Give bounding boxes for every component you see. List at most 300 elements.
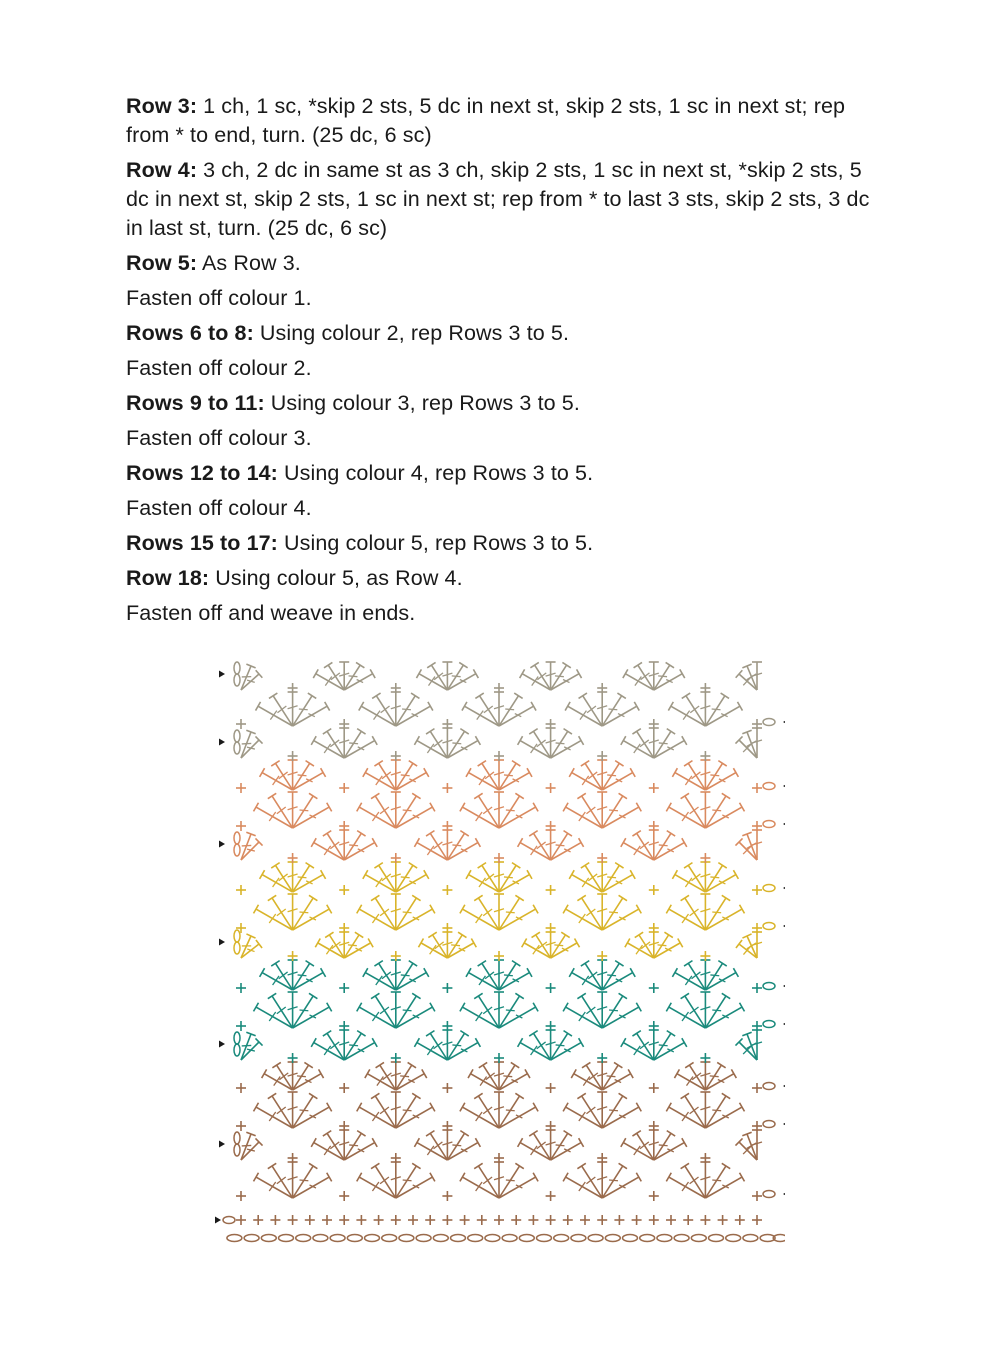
stitch-stroke — [621, 1138, 626, 1147]
stitch-stroke — [499, 807, 536, 828]
stitch-stroke — [416, 669, 421, 678]
stitch-stroke — [400, 1076, 409, 1077]
stitch-stroke — [256, 940, 262, 948]
stitch-stroke — [321, 870, 326, 879]
chain-stitch-symbol — [588, 1235, 603, 1242]
instruction-line — [126, 156, 886, 243]
chain-stitch-symbol — [234, 730, 240, 742]
stitch-stroke — [602, 807, 639, 828]
stitch-stroke — [483, 1107, 492, 1114]
stitch-stroke — [499, 996, 520, 1028]
stitch-stroke — [636, 1173, 641, 1182]
stitch-stroke — [359, 1007, 396, 1028]
stitch-stroke — [256, 807, 293, 828]
row-label: Row 4: — [126, 158, 198, 182]
stitch-stroke — [430, 945, 436, 954]
row-label: Rows 6 to 8: — [126, 321, 254, 345]
stitch-stroke — [396, 796, 417, 828]
stitch-stroke — [254, 1103, 259, 1112]
stitch-stroke — [412, 895, 420, 900]
stitch-stroke — [357, 1031, 365, 1036]
stitch-stroke — [414, 838, 419, 847]
stitch-stroke — [325, 702, 330, 711]
chart-row-15 — [236, 760, 785, 793]
stitch-stroke — [359, 702, 364, 711]
stitch-stroke — [682, 1138, 687, 1147]
stitch-stroke — [581, 961, 589, 966]
stitch-stroke — [344, 741, 375, 758]
chart-row-5 — [236, 1092, 785, 1131]
chain-stitch-symbol — [399, 1235, 414, 1242]
stitch-stroke — [615, 761, 623, 766]
stitch-stroke — [499, 696, 518, 726]
stitch-stroke — [279, 772, 288, 779]
stitch-stroke — [311, 736, 316, 745]
stitch-stroke — [579, 1112, 585, 1121]
stitch-stroke — [692, 972, 701, 979]
chart-row-4 — [219, 1130, 762, 1163]
chain-stitch-symbol — [554, 1235, 569, 1242]
stitch-stroke — [349, 676, 358, 677]
stitch-stroke — [532, 677, 538, 686]
row-start-arrow-icon — [219, 841, 225, 848]
chain-stitch-symbol — [763, 1083, 775, 1090]
stitch-stroke — [561, 932, 569, 937]
stitch-stroke — [478, 761, 486, 766]
stitch-stroke — [427, 662, 435, 667]
stitch-stroke — [403, 1010, 412, 1011]
stitch-stroke — [326, 945, 332, 954]
stitch-stroke — [401, 775, 410, 776]
instruction-text: Using colour 3, rep Rows 3 to 5. — [264, 391, 580, 415]
stitch-stroke — [690, 807, 699, 814]
stitch-stroke — [511, 1062, 519, 1067]
stitch-stroke — [271, 961, 279, 966]
stitch-stroke — [327, 1173, 332, 1182]
stitch-stroke — [533, 803, 538, 812]
stitch-stroke — [382, 972, 391, 979]
stitch-stroke — [460, 905, 465, 914]
row-label: Rows 12 to 14: — [126, 461, 278, 485]
stitch-stroke — [374, 711, 380, 720]
stitch-stroke — [690, 909, 699, 916]
stitch-stroke — [381, 706, 390, 713]
stitch-stroke — [256, 909, 293, 930]
stitch-stroke — [460, 1031, 468, 1036]
stitch-stroke — [327, 905, 332, 914]
stitch-stroke — [518, 1038, 523, 1047]
stitch-stroke — [640, 842, 649, 849]
row-start-arrow-icon — [783, 821, 785, 828]
stitch-stroke — [682, 838, 687, 847]
stitch-stroke — [733, 768, 738, 777]
stitch-stroke — [530, 662, 538, 667]
stitch-stroke — [533, 1103, 538, 1112]
stitch-stroke — [424, 768, 429, 777]
stitch-stroke — [681, 1163, 689, 1168]
stitch-stroke — [705, 1007, 742, 1028]
stitch-stroke — [323, 1031, 331, 1036]
stitch-stroke — [396, 1166, 417, 1198]
stitch-stroke — [298, 877, 307, 878]
stitch-stroke — [306, 961, 314, 966]
stitch-stroke — [658, 945, 667, 946]
stitch-stroke — [430, 905, 435, 914]
chart-row-13 — [219, 830, 762, 863]
stitch-stroke — [471, 939, 476, 948]
stitch-stroke — [374, 863, 382, 868]
stitch-stroke — [666, 1103, 671, 1112]
chain-stitch-symbol — [416, 1235, 431, 1242]
crochet-stitch-chart — [215, 650, 785, 1250]
stitch-stroke — [682, 736, 687, 745]
stitch-stroke — [254, 905, 259, 914]
stitch-stroke — [376, 776, 382, 785]
row-start-arrow-icon — [219, 939, 225, 946]
stitch-stroke — [349, 743, 358, 744]
row-label: Row 5: — [126, 251, 198, 275]
stitch-stroke — [325, 932, 333, 937]
stitch-stroke — [579, 1182, 585, 1191]
stitch-stroke — [669, 1107, 706, 1128]
stitch-stroke — [371, 1163, 379, 1168]
stitch-stroke — [621, 736, 626, 745]
stitch-stroke — [357, 1173, 362, 1182]
stitch-stroke — [571, 1069, 576, 1078]
instruction-line — [126, 319, 886, 348]
stitch-stroke — [460, 831, 468, 836]
stitch-stroke — [580, 711, 586, 720]
stitch-stroke — [672, 870, 677, 879]
stitch-stroke — [705, 1096, 726, 1128]
stitch-stroke — [710, 877, 719, 878]
stitch-stroke — [412, 793, 420, 798]
chart-row-3 — [236, 1162, 785, 1201]
chain-stitch-symbol — [468, 1235, 483, 1242]
stitch-stroke — [623, 669, 628, 678]
stitch-stroke — [681, 993, 689, 998]
stitch-stroke — [475, 1138, 480, 1147]
stitch-stroke — [579, 1038, 584, 1047]
stitch-stroke — [705, 696, 724, 726]
stitch-stroke — [499, 1107, 536, 1128]
stitch-stroke — [462, 909, 499, 930]
stitch-stroke — [564, 1031, 572, 1036]
stitch-stroke — [685, 1062, 693, 1067]
stitch-stroke — [434, 1142, 443, 1149]
stitch-stroke — [658, 676, 667, 677]
stitch-stroke — [426, 831, 434, 836]
stitch-stroke — [323, 1131, 331, 1136]
stitch-stroke — [327, 1103, 332, 1112]
stitch-stroke — [380, 1007, 389, 1014]
stitch-stroke — [722, 993, 730, 998]
stitch-stroke — [515, 895, 523, 900]
stitch-stroke — [664, 932, 672, 937]
stitch-stroke — [636, 803, 641, 812]
stitch-stroke — [474, 1093, 482, 1098]
stitch-stroke — [499, 898, 520, 930]
stitch-stroke — [687, 1077, 693, 1086]
stitch-stroke — [344, 1043, 375, 1060]
stitch-stroke — [396, 1096, 417, 1128]
stitch-stroke — [566, 1177, 603, 1198]
chain-stitch-symbol — [234, 742, 240, 754]
stitch-stroke — [659, 845, 668, 846]
stitch-stroke — [277, 1107, 286, 1114]
stitch-stroke — [299, 1180, 308, 1181]
stitch-stroke — [705, 1177, 742, 1198]
instruction-line — [126, 459, 886, 488]
stitch-stroke — [427, 1046, 433, 1055]
chain-stitch-symbol — [451, 1235, 466, 1242]
stitch-stroke — [712, 1110, 721, 1111]
stitch-stroke — [640, 740, 649, 747]
stitch-stroke — [268, 993, 276, 998]
chain-stitch-symbol — [763, 1021, 775, 1028]
stitch-stroke — [344, 843, 375, 860]
stitch-stroke — [382, 874, 391, 881]
stitch-stroke — [609, 912, 618, 913]
row-start-arrow-icon — [783, 983, 785, 990]
stitch-stroke — [690, 706, 699, 713]
stitch-stroke — [625, 939, 630, 948]
stitch-stroke — [258, 706, 293, 726]
stitch-stroke — [733, 968, 738, 977]
stitch-stroke — [705, 1107, 742, 1128]
stitch-stroke — [434, 842, 443, 849]
stitch-stroke — [476, 1012, 482, 1021]
stitch-stroke — [602, 875, 633, 892]
stitch-stroke — [363, 768, 368, 777]
chart-row-14 — [236, 792, 785, 831]
stitch-stroke — [692, 1073, 701, 1080]
stitch-stroke — [563, 1003, 568, 1012]
stitch-stroke — [279, 972, 288, 979]
stitch-stroke — [712, 810, 721, 811]
stitch-stroke — [430, 1103, 435, 1112]
stitch-stroke — [330, 1042, 339, 1049]
chart-row-1 — [227, 1235, 785, 1242]
stitch-stroke — [365, 1069, 370, 1078]
stitch-stroke — [299, 1110, 308, 1111]
stitch-stroke — [740, 905, 745, 914]
stitch-stroke — [447, 1043, 478, 1060]
stitch-stroke — [277, 1007, 286, 1014]
stitch-stroke — [533, 1173, 538, 1182]
stitch-stroke — [372, 736, 377, 745]
stitch-stroke — [512, 961, 520, 966]
chain-stitch-symbol — [537, 1235, 552, 1242]
stitch-stroke — [361, 706, 396, 726]
stitch-stroke — [331, 673, 340, 680]
stitch-stroke — [499, 1166, 520, 1198]
chain-stitch-symbol — [296, 1235, 311, 1242]
stitch-stroke — [520, 669, 525, 678]
stitch-stroke — [554, 945, 563, 946]
stitch-stroke — [569, 968, 574, 977]
stitch-stroke — [654, 674, 682, 690]
stitch-stroke — [324, 744, 330, 753]
stitch-stroke — [737, 702, 742, 711]
stitch-stroke — [260, 870, 265, 879]
stitch-stroke — [269, 914, 275, 923]
stitch-stroke — [321, 968, 326, 977]
chain-stitch-symbol — [234, 832, 240, 844]
stitch-stroke — [682, 1182, 688, 1191]
stitch-stroke — [426, 1031, 434, 1036]
stitch-stroke — [483, 1177, 492, 1184]
stitch-stroke — [462, 1007, 499, 1028]
stitch-stroke — [504, 975, 513, 976]
stitch-stroke — [460, 1131, 468, 1136]
instruction-line — [126, 284, 886, 313]
stitch-stroke — [499, 796, 520, 828]
stitch-stroke — [268, 1163, 276, 1168]
stitch-stroke — [426, 1131, 434, 1136]
stitch-stroke — [579, 736, 584, 745]
stitch-stroke — [293, 909, 330, 930]
stitch-stroke — [412, 1163, 420, 1168]
stitch-stroke — [293, 1107, 330, 1128]
row-start-arrow-icon — [215, 1217, 221, 1224]
stitch-stroke — [630, 968, 635, 977]
stitch-stroke — [564, 831, 572, 836]
stitch-stroke — [654, 741, 685, 758]
stitch-stroke — [602, 1177, 639, 1198]
stitch-stroke — [551, 843, 582, 860]
stitch-stroke — [721, 693, 729, 698]
stitch-stroke — [460, 1003, 465, 1012]
stitch-stroke — [447, 1143, 478, 1160]
stitch-stroke — [634, 1046, 640, 1055]
stitch-stroke — [503, 1076, 512, 1077]
stitch-stroke — [586, 1007, 595, 1014]
stitch-stroke — [254, 1173, 259, 1182]
stitch-stroke — [434, 740, 443, 747]
stitch-stroke — [499, 1007, 536, 1028]
stitch-stroke — [632, 831, 640, 836]
stitch-stroke — [731, 1069, 736, 1078]
stitch-stroke — [525, 1069, 530, 1078]
stitch-stroke — [349, 845, 358, 846]
stitch-stroke — [344, 1143, 375, 1160]
stitch-stroke — [566, 1107, 603, 1128]
stitch-stroke — [581, 863, 589, 868]
stitch-stroke — [462, 1177, 499, 1198]
instruction-line — [126, 599, 886, 628]
stitch-stroke — [636, 1003, 641, 1012]
row-label: Rows 15 to 17: — [126, 531, 278, 555]
stitch-stroke — [602, 1107, 639, 1128]
stitch-stroke — [499, 909, 536, 930]
stitch-stroke — [268, 793, 276, 798]
stitch-stroke — [403, 810, 412, 811]
stitch-stroke — [298, 775, 307, 776]
chart-row-2 — [215, 1215, 762, 1225]
stitch-stroke — [602, 773, 633, 790]
stitch-stroke — [396, 1007, 433, 1028]
stitch-stroke — [293, 973, 324, 990]
stitch-stroke — [475, 838, 480, 847]
stitch-stroke — [403, 912, 412, 913]
stitch-stroke — [270, 711, 276, 720]
stitch-stroke — [740, 1173, 745, 1182]
stitch-stroke — [565, 702, 570, 711]
stitch-stroke — [602, 973, 633, 990]
stitch-stroke — [671, 706, 706, 726]
chain-stitch-symbol — [234, 674, 240, 686]
stitch-stroke — [460, 729, 468, 734]
row-start-arrow-icon — [219, 739, 225, 746]
stitch-stroke — [537, 673, 546, 680]
instruction-text: Using colour 5, rep Rows 3 to 5. — [277, 531, 594, 555]
stitch-stroke — [579, 1138, 584, 1147]
stitch-stroke — [462, 807, 499, 828]
stitch-stroke — [357, 1103, 362, 1112]
stitch-stroke — [654, 1143, 685, 1160]
stitch-stroke — [474, 1163, 482, 1168]
stitch-stroke — [293, 1096, 314, 1128]
stitch-stroke — [371, 895, 379, 900]
stitch-stroke — [634, 662, 642, 667]
stitch-stroke — [299, 709, 308, 710]
stitch-stroke — [602, 796, 623, 828]
stitch-stroke — [619, 993, 627, 998]
stitch-stroke — [666, 1173, 671, 1182]
stitch-stroke — [712, 1010, 721, 1011]
stitch-stroke — [479, 1062, 487, 1067]
row-label: Row 18: — [126, 566, 210, 590]
stitch-stroke — [254, 803, 259, 812]
stitch-stroke — [499, 706, 534, 726]
stitch-stroke — [710, 775, 719, 776]
stitch-stroke — [403, 1110, 412, 1111]
stitch-stroke — [499, 973, 530, 990]
stitch-stroke — [475, 736, 480, 745]
stitch-stroke — [372, 914, 378, 923]
stitch-stroke — [376, 1062, 384, 1067]
chain-stitch-symbol — [227, 1235, 242, 1242]
stitch-stroke — [602, 706, 637, 726]
row-label: Row 3: — [126, 94, 198, 118]
stitch-stroke — [396, 1107, 433, 1128]
stitch-stroke — [582, 976, 588, 985]
stitch-stroke — [556, 845, 565, 846]
chart-row-12 — [236, 862, 785, 895]
stitch-stroke — [577, 1093, 585, 1098]
pattern-instructions — [126, 92, 886, 634]
stitch-stroke — [669, 1007, 706, 1028]
stitch-stroke — [484, 706, 493, 713]
stitch-stroke — [529, 831, 537, 836]
stitch-stroke — [396, 909, 433, 930]
stitch-stroke — [705, 973, 736, 990]
stitch-stroke — [357, 905, 362, 914]
stitch-stroke — [556, 743, 565, 744]
stitch-stroke — [667, 831, 675, 836]
stitch-stroke — [380, 909, 389, 916]
stitch-stroke — [577, 895, 585, 900]
stitch-stroke — [683, 711, 689, 720]
stitch-stroke — [256, 1007, 293, 1028]
stitch-stroke — [452, 676, 461, 677]
stitch-stroke — [476, 914, 482, 923]
stitch-stroke — [380, 1107, 389, 1114]
stitch-stroke — [452, 1145, 461, 1146]
stitch-stroke — [311, 1038, 316, 1047]
stitch-stroke — [478, 863, 486, 868]
